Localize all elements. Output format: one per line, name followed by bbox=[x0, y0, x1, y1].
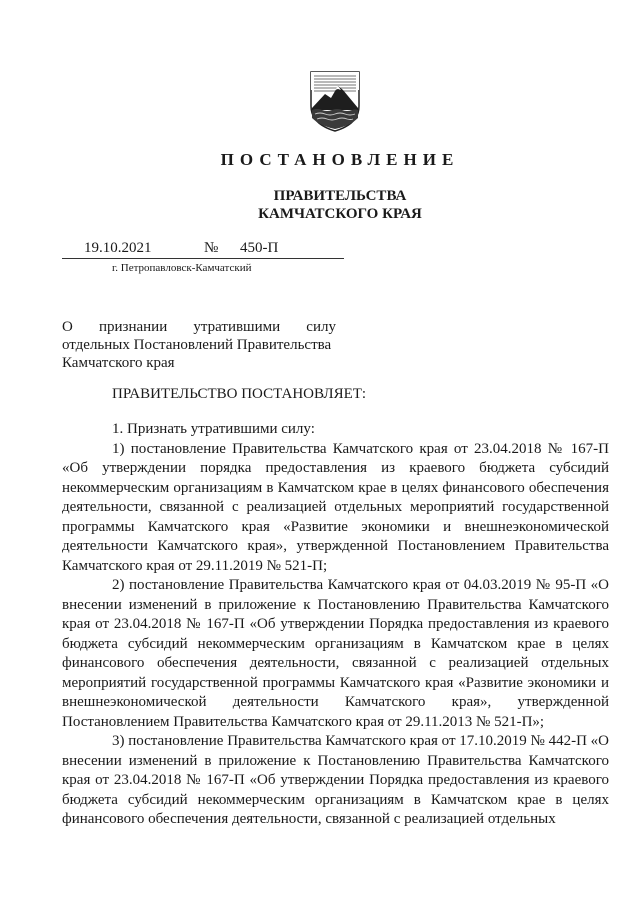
authority-line-2: КАМЧАТСКОГО КРАЯ bbox=[258, 206, 422, 222]
coat-of-arms-icon bbox=[305, 68, 365, 134]
body-paragraph-3: 3) постановление Правительства Камчатского края от 17.10.2019 № 442-П «О внесении изменений в приложение к Постановлению Правительства Камчатского края от 23.04.2018 № 167-П «Об утверждении Порядка предоставления из краевого бюджета субсидий некоммерческим организациям в Камчатском крае в целях финансового обеспечения деятельности, связанной с реализацией отдельных bbox=[62, 733, 610, 827]
body-paragraph-1: 1) постановление Правительства Камчатского края от 23.04.2018 № 167-П «Об утверждении порядка предоставления из краевого бюджета субсидий некоммерческим организациям в Камчатском крае в целях финансового обеспечения деятельности, связанной с реализацией отдельных мероприятий государственной программы Камчатского края «Развитие экономики и внешнеэкономической деятельности Камчатского края», утвержденной Постановлением Правительства Камчатского края от 29.11.2019 № 521-П; bbox=[62, 440, 609, 574]
subject-line-2: отдельных Постановлений Правительства bbox=[62, 337, 332, 353]
issuing-city: г. Петропавловск-Камчатский bbox=[112, 262, 252, 274]
document-number: 450-П bbox=[240, 240, 279, 256]
document-date: 19.10.2021 bbox=[84, 240, 152, 256]
issuing-authority bbox=[0, 187, 640, 223]
subject-word: О bbox=[62, 319, 73, 335]
number-sign: № bbox=[204, 240, 219, 256]
subject-word: признании bbox=[98, 319, 168, 335]
subject-line-3: Камчатского края bbox=[62, 355, 175, 371]
subject-word: силу bbox=[306, 319, 336, 335]
decree-heading: ПРАВИТЕЛЬСТВО ПОСТАНОВЛЯЕТ: bbox=[112, 386, 367, 402]
body-paragraph-2: 2) постановление Правительства Камчатского края от 04.03.2019 № 95-П «О внесении изменений в приложение к Постановлению Правительства Камчатского края от 23.04.2018 № 167-П «Об утверждении Порядка предоставления из краевого бюджета субсидий некоммерческим организациям в Камчатском крае в целях финансового обеспечения деятельности, связанной с реализацией отдельных мероприятий государственной программы Камчатского края «Развитие экономики и внешнеэкономической деятельности Камчатского края», утвержденной Постановлением Правительства Камчатского края от 29.11.2013 № 521-П»; bbox=[62, 577, 609, 730]
document-subject bbox=[62, 318, 336, 372]
item-1-heading: 1. Признать утратившими силу: bbox=[112, 421, 315, 437]
document-body bbox=[62, 420, 609, 830]
subject-word: утратившими bbox=[193, 319, 281, 335]
authority-line-1: ПРАВИТЕЛЬСТВА bbox=[273, 188, 407, 204]
subject-line-1 bbox=[62, 318, 336, 336]
registration-underline bbox=[62, 258, 344, 259]
document-type-heading: ПОСТАНОВЛЕНИЕ bbox=[220, 150, 460, 169]
